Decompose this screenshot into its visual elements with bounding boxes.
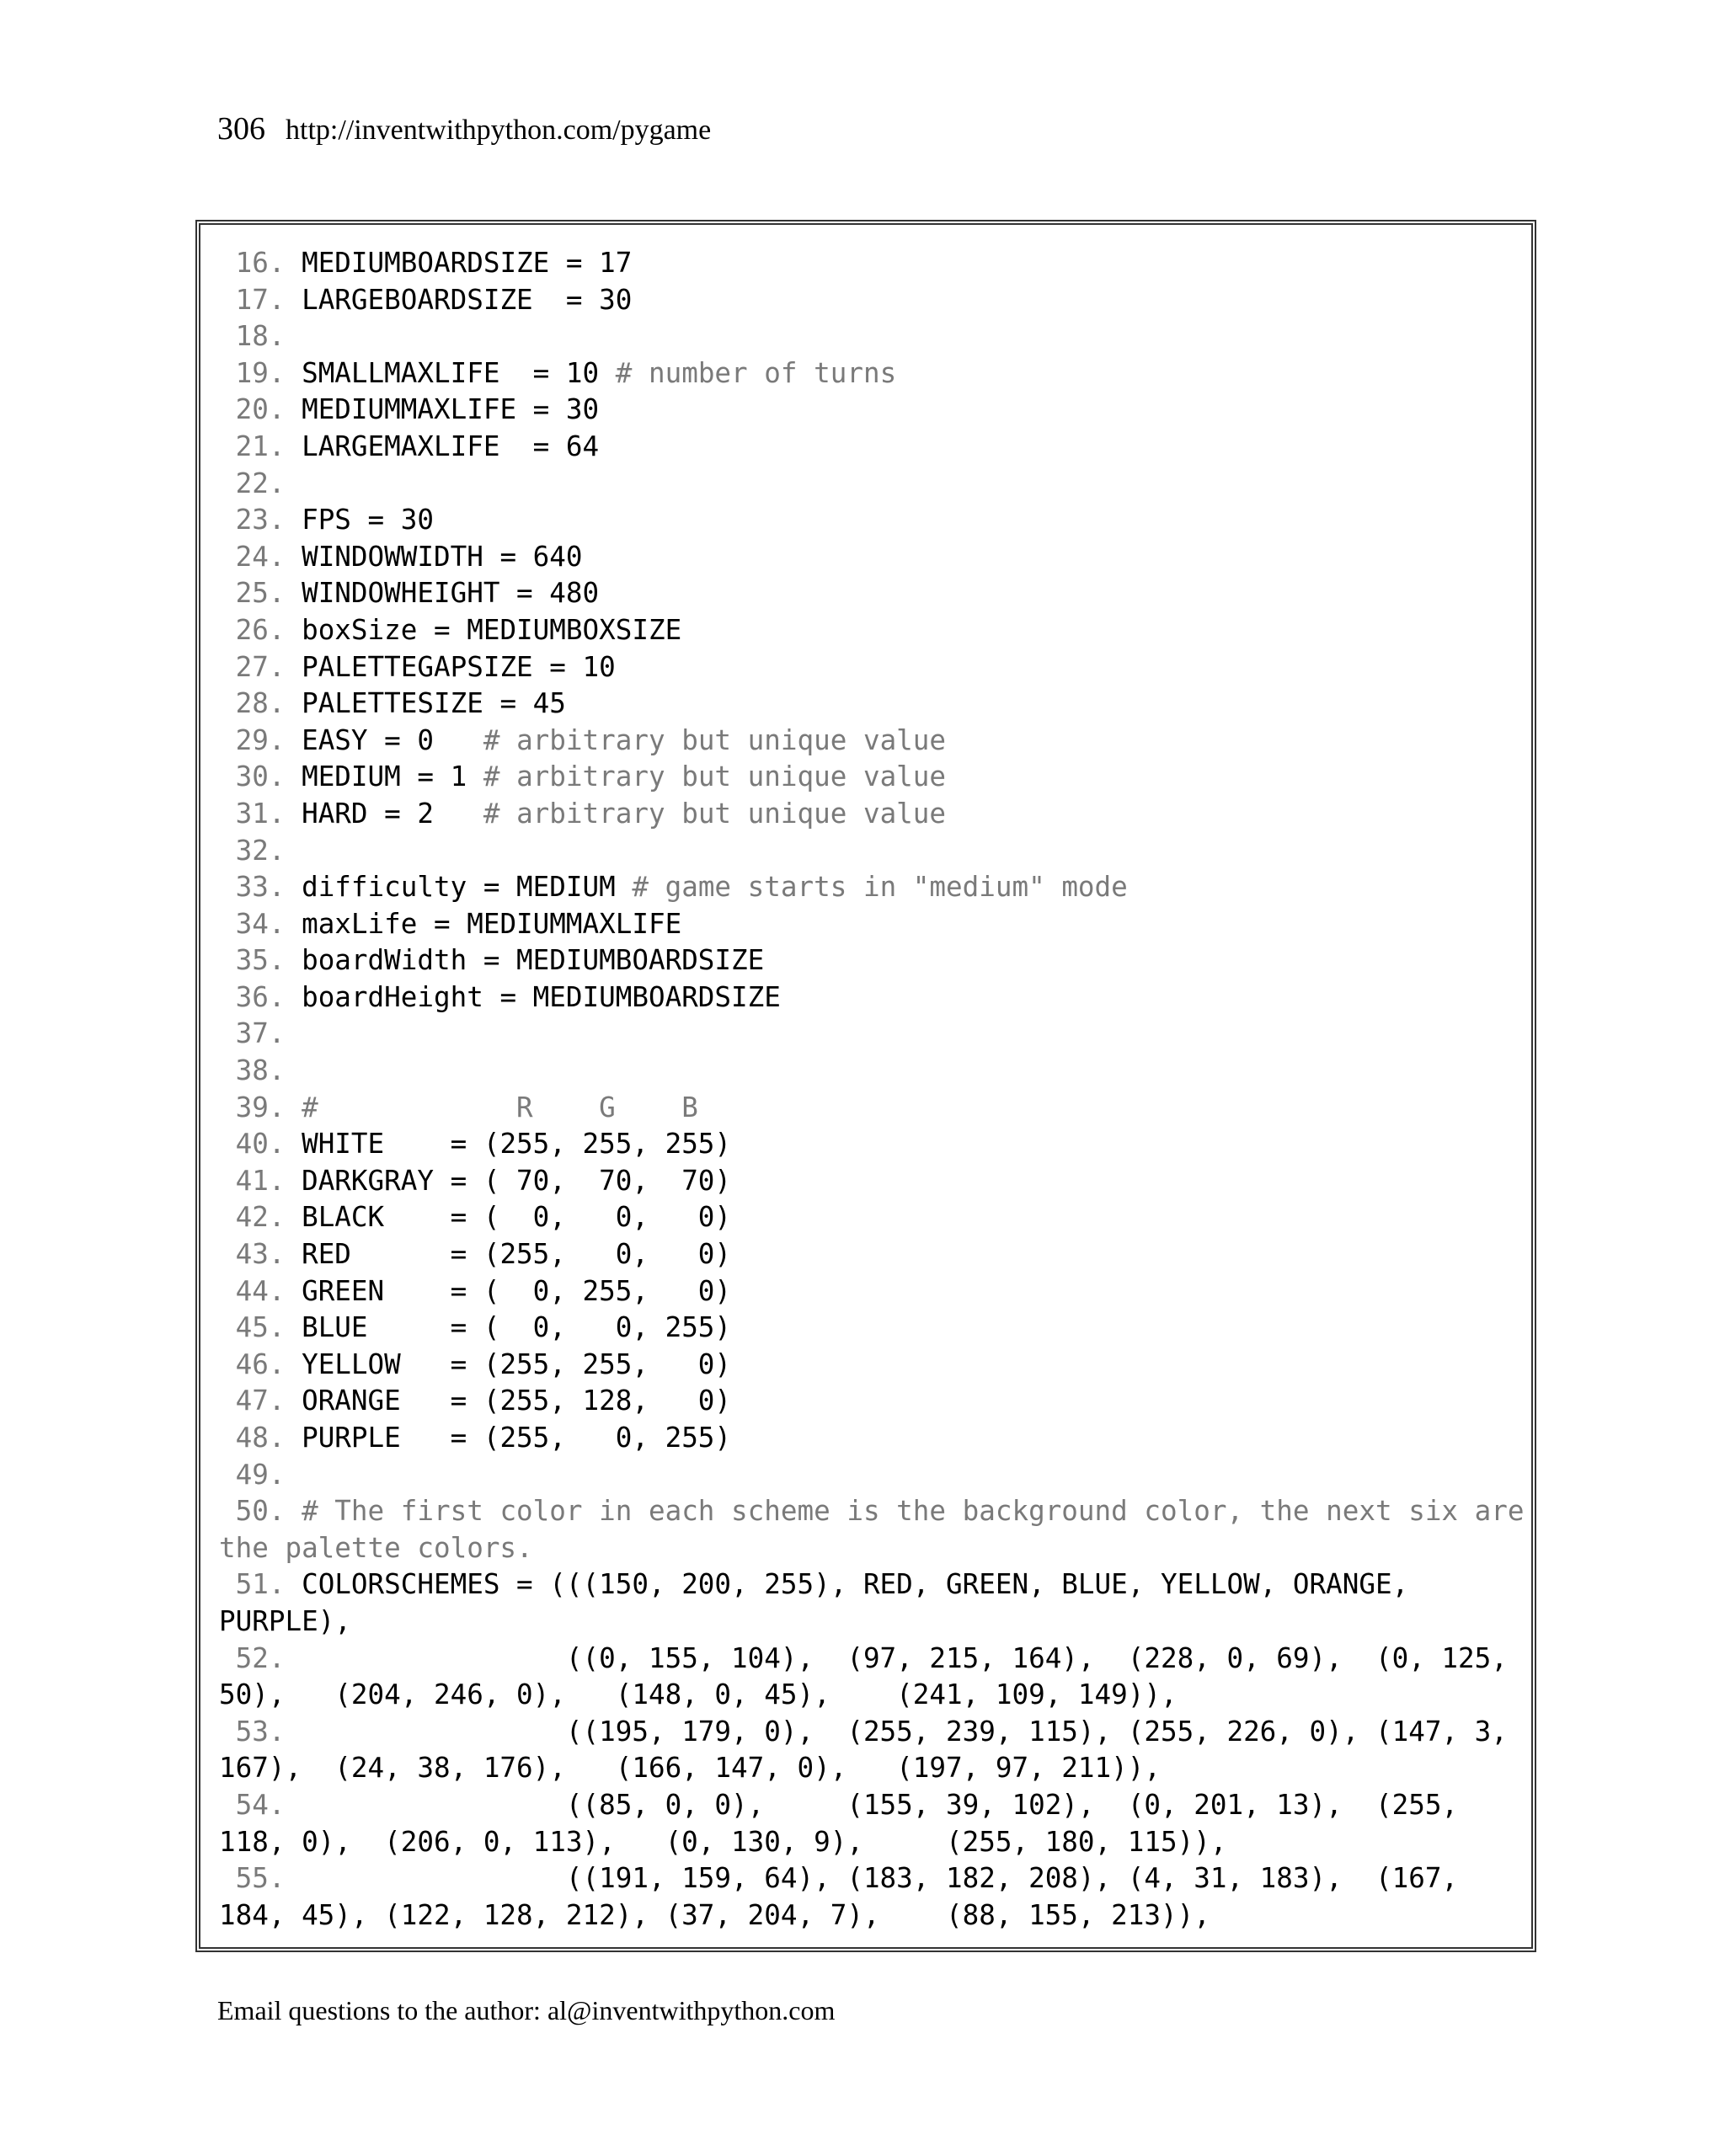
code-text: 50), (204, 246, 0), (148, 0, 45), (241, 109, 149)), <box>219 1678 1178 1711</box>
code-text: 118, 0), (206, 0, 113), (0, 130, 9), (255, 180, 115)), <box>219 1825 1227 1858</box>
code-line <box>219 282 1521 319</box>
code-line <box>219 869 1521 906</box>
code-comment: the palette colors. <box>219 1531 533 1564</box>
code-line <box>219 1199 1521 1236</box>
code-line <box>219 723 1521 760</box>
code-text: HARD = 2 <box>285 797 483 830</box>
code-text: DARKGRAY = ( 70, 70, 70) <box>285 1164 732 1197</box>
code-line <box>219 1126 1521 1163</box>
line-number: 46. <box>219 1348 286 1380</box>
code-line <box>219 1493 1525 1530</box>
code-line <box>219 1420 1521 1457</box>
code-line <box>219 1163 1521 1200</box>
line-number: 54. <box>219 1788 286 1821</box>
line-number: 25. <box>219 577 286 610</box>
code-line <box>219 355 1521 392</box>
line-number: 42. <box>219 1201 286 1234</box>
code-text: LARGEBOARDSIZE = 30 <box>285 283 633 316</box>
code-text: MEDIUM = 1 <box>285 760 483 793</box>
code-line <box>219 1347 1521 1384</box>
code-listing-box <box>195 220 1536 1952</box>
code-text: ((0, 155, 104), (97, 215, 164), (228, 0, 69), (0, 125, <box>285 1641 1508 1674</box>
code-line <box>219 466 1521 503</box>
line-number: 26. <box>219 613 286 646</box>
code-comment: # arbitrary but unique value <box>483 723 947 756</box>
page-header <box>217 108 711 150</box>
code-text: RED = (255, 0, 0) <box>285 1238 732 1271</box>
line-number: 45. <box>219 1311 286 1344</box>
code-text: maxLife = MEDIUMMAXLIFE <box>285 907 682 940</box>
code-text: BLUE = ( 0, 0, 255) <box>285 1311 732 1344</box>
code-line <box>219 1310 1521 1347</box>
code-line <box>219 1750 1521 1787</box>
code-text: MEDIUMBOARDSIZE = 17 <box>285 247 633 279</box>
code-line <box>219 1824 1521 1861</box>
line-number: 35. <box>219 944 286 977</box>
code-text: BLACK = ( 0, 0, 0) <box>285 1201 732 1234</box>
line-number: 32. <box>219 834 286 867</box>
code-text: ((195, 179, 0), (255, 239, 115), (255, 226, 0), (147, 3, <box>285 1715 1508 1748</box>
code-line <box>219 649 1521 686</box>
code-line <box>219 1457 1521 1494</box>
code-line <box>219 539 1521 576</box>
line-number: 27. <box>219 650 286 683</box>
code-lines <box>219 245 1525 1934</box>
code-text: WINDOWWIDTH = 640 <box>285 540 583 573</box>
line-number: 49. <box>219 1458 286 1491</box>
code-line <box>219 942 1521 979</box>
code-line <box>219 1641 1521 1678</box>
code-text: MEDIUMMAXLIFE = 30 <box>285 393 600 426</box>
code-comment: # game starts in "medium" mode <box>632 871 1128 904</box>
code-line <box>219 1566 1521 1604</box>
line-number: 36. <box>219 980 286 1013</box>
line-number: 48. <box>219 1422 286 1454</box>
code-text: COLORSCHEMES = (((150, 200, 255), RED, GREEN, BLUE, YELLOW, ORANGE, <box>285 1568 1409 1601</box>
code-comment: # arbitrary but unique value <box>483 797 947 830</box>
line-number: 38. <box>219 1054 286 1087</box>
line-number: 20. <box>219 393 286 426</box>
code-line <box>219 796 1521 833</box>
line-number: 40. <box>219 1128 286 1161</box>
line-number: 52. <box>219 1641 286 1674</box>
code-line <box>219 1016 1521 1053</box>
code-text: 184, 45), (122, 128, 212), (37, 204, 7), (88, 155, 213)), <box>219 1898 1210 1931</box>
code-text: boxSize = MEDIUMBOXSIZE <box>285 613 682 646</box>
line-number: 50. <box>219 1495 286 1528</box>
line-number: 31. <box>219 797 286 830</box>
line-number: 33. <box>219 871 286 904</box>
line-number: 21. <box>219 430 286 462</box>
code-text: boardHeight = MEDIUMBOARDSIZE <box>285 980 781 1013</box>
line-number: 17. <box>219 283 286 316</box>
code-text: GREEN = ( 0, 255, 0) <box>285 1274 732 1307</box>
code-line <box>219 686 1521 723</box>
code-comment: # R G B <box>285 1091 698 1123</box>
code-line <box>219 1677 1521 1714</box>
code-line <box>219 833 1521 870</box>
code-line <box>219 906 1521 943</box>
code-line <box>219 759 1521 796</box>
code-line <box>219 392 1521 429</box>
code-line <box>219 1273 1521 1310</box>
line-number: 53. <box>219 1715 286 1748</box>
code-line <box>219 1053 1521 1090</box>
code-text: WHITE = (255, 255, 255) <box>285 1128 732 1161</box>
line-number: 34. <box>219 907 286 940</box>
code-text: PALETTEGAPSIZE = 10 <box>285 650 616 683</box>
code-text: FPS = 30 <box>285 504 434 536</box>
code-line <box>219 1714 1521 1751</box>
code-line <box>219 1860 1521 1897</box>
code-text: 167), (24, 38, 176), (166, 147, 0), (197, 97, 211)), <box>219 1752 1161 1785</box>
line-number: 44. <box>219 1274 286 1307</box>
code-line <box>219 1530 1521 1567</box>
line-number: 16. <box>219 247 286 279</box>
code-line <box>219 979 1521 1017</box>
line-number: 55. <box>219 1862 286 1895</box>
code-text: PALETTESIZE = 45 <box>285 687 566 720</box>
code-text: SMALLMAXLIFE = 10 <box>285 356 616 389</box>
code-text: boardWidth = MEDIUMBOARDSIZE <box>285 944 765 977</box>
code-text: YELLOW = (255, 255, 0) <box>285 1348 732 1380</box>
code-line <box>219 245 1521 282</box>
code-line <box>219 502 1521 539</box>
line-number: 23. <box>219 504 286 536</box>
line-number: 29. <box>219 723 286 756</box>
code-line <box>219 1383 1521 1420</box>
code-text: WINDOWHEIGHT = 480 <box>285 577 600 610</box>
code-comment: # number of turns <box>615 356 897 389</box>
line-number: 47. <box>219 1385 286 1417</box>
code-line <box>219 1236 1521 1273</box>
code-text: LARGEMAXLIFE = 64 <box>285 430 600 462</box>
line-number: 37. <box>219 1017 286 1050</box>
code-line <box>219 1897 1521 1935</box>
code-text: EASY = 0 <box>285 723 483 756</box>
code-line <box>219 429 1521 466</box>
line-number: 41. <box>219 1164 286 1197</box>
line-number: 28. <box>219 687 286 720</box>
code-text: difficulty = MEDIUM <box>285 871 633 904</box>
code-text: PURPLE), <box>219 1604 351 1637</box>
code-line <box>219 1090 1521 1127</box>
line-number: 51. <box>219 1568 286 1601</box>
code-text: ((85, 0, 0), (155, 39, 102), (0, 201, 13), (255, <box>285 1788 1459 1821</box>
code-line <box>219 318 1521 355</box>
line-number: 39. <box>219 1091 286 1123</box>
line-number: 24. <box>219 540 286 573</box>
line-number: 22. <box>219 467 286 499</box>
line-number: 30. <box>219 760 286 793</box>
page-number: 306 <box>217 111 265 147</box>
page-footer: Email questions to the author: al@inventwithpython.com <box>217 1995 836 2025</box>
line-number: 43. <box>219 1238 286 1271</box>
code-text: PURPLE = (255, 0, 255) <box>285 1422 732 1454</box>
header-url: http://inventwithpython.com/pygame <box>286 115 712 146</box>
code-text: ORANGE = (255, 128, 0) <box>285 1385 732 1417</box>
code-comment: # The first color in each scheme is the background color, the next six are <box>285 1495 1525 1528</box>
line-number: 18. <box>219 320 286 353</box>
line-number: 19. <box>219 356 286 389</box>
code-text: ((191, 159, 64), (183, 182, 208), (4, 31, 183), (167, <box>285 1862 1459 1895</box>
code-line <box>219 1787 1521 1824</box>
code-line <box>219 575 1521 612</box>
code-line <box>219 612 1521 649</box>
code-line <box>219 1604 1521 1641</box>
code-comment: # arbitrary but unique value <box>483 760 947 793</box>
